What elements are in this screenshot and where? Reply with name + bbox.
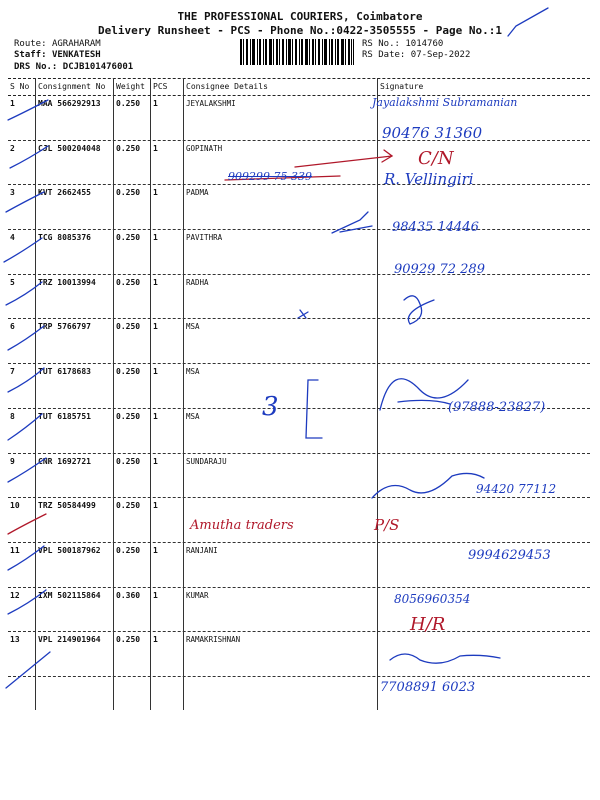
staff-line: Staff: VENKATESH [14,50,101,60]
row-consignment-no: TRZ 50584499 [38,501,96,511]
hw-name-row2: R. Vellingiri [384,170,474,188]
row-consignment-no: TUT 6178683 [38,367,91,377]
drs-value: DCJB101476001 [62,62,134,72]
row-consignee: GOPINATH [186,143,223,153]
row-pcs: 1 [153,277,158,287]
row-consignment-no: KVT 2662455 [38,188,91,198]
row-weight: 0.360 [116,590,141,600]
hw-count-row8: 3 [262,392,279,422]
hw-name-row10: Amutha traders [190,518,294,533]
row-weight: 0.250 [116,635,141,645]
row-sno: 7 [10,367,15,377]
row-pcs: 1 [153,188,158,198]
row-sno: 8 [10,411,15,421]
hw-struck-phone-row2: 909299 75 339 [228,170,312,183]
row-sno: 10 [10,501,20,511]
rs-date-value: 07-Sep-2022 [410,50,471,60]
row-consignment-no: TRP 5766797 [38,322,91,332]
row-weight: 0.250 [116,367,141,377]
col-consignment: Consignment No [38,82,106,91]
route-value: AGRAHARAM [51,39,101,49]
row-consignee: MSA [186,367,200,377]
row-pcs: 1 [153,635,158,645]
row-pcs: 1 [153,456,158,466]
row-consignment-no: TRZ 10013994 [38,277,96,287]
row-sno: 11 [10,545,20,555]
row-consignee: PAVITHRA [186,233,223,243]
row-sno: 5 [10,277,15,287]
hw-phone-row13: 7708891 6023 [380,680,476,695]
row-pcs: 1 [153,411,158,421]
company-title: THE PROFESSIONAL COURIERS, Coimbatore [177,10,423,23]
drs-line: DRS No.: DCJB101476001 [14,62,134,72]
row-sno: 3 [10,188,15,198]
route-line: Route: AGRAHARAM [14,39,101,49]
row-consignment-no: IXM 502115864 [38,590,101,600]
row-sno: 12 [10,590,20,600]
row-consignment-no: TUT 6185751 [38,411,91,421]
row-consignment-no: TCG 8085376 [38,233,91,243]
row-weight: 0.250 [116,143,141,153]
row-pcs: 1 [153,322,158,332]
row-sno: 6 [10,322,15,332]
hw-phone-row1: 90476 31360 [382,124,483,142]
staff-value: VENKATESH [51,50,101,60]
row-consignee: PADMA [186,188,209,198]
hw-phone-row9: 94420 77112 [476,482,557,496]
row-weight: 0.250 [116,99,141,108]
row-weight: 0.250 [116,411,141,421]
hw-phone-row3: 98435 14446 [392,220,479,235]
row-sno: 4 [10,233,15,243]
row-pcs: 1 [153,545,158,555]
row-consignee: JEYALAKSHMI [186,99,236,108]
col-signature: Signature [380,82,424,91]
row-weight: 0.250 [116,188,141,198]
row-consignee: MSA [186,411,200,421]
hw-signature-row1: Jayalakshmi Subramanian [372,96,518,109]
row-consignee: SUNDARAJU [186,456,227,466]
row-consignment-no: CNR 1692721 [38,456,91,466]
row-pcs: 1 [153,590,158,600]
row-weight: 0.250 [116,545,141,555]
row-consignee: RAMAKRISHNAN [186,635,241,645]
rs-no-value: 1014760 [405,39,444,49]
row-weight: 0.250 [116,322,141,332]
row-pcs: 1 [153,367,158,377]
row-sno: 13 [10,635,20,645]
col-weight: Weight [116,82,145,91]
row-sno: 1 [10,99,15,108]
hw-cln-row2: C/N [418,148,454,169]
row-consignee: MSA [186,322,200,332]
row-pcs: 1 [153,233,158,243]
hw-phone-row12: 8056960354 [394,592,471,606]
rs-date-line: RS Date: 07-Sep-2022 [362,50,471,60]
row-consignee: KUMAR [186,590,209,600]
row-pcs: 1 [153,143,158,153]
row-weight: 0.250 [116,456,141,466]
col-consignee: Consignee Details [186,82,268,91]
row-pcs: 1 [153,99,158,108]
hw-phone-row11: 9994629453 [468,548,551,563]
row-weight: 0.250 [116,277,141,287]
row-consignment-no: VPL 500187962 [38,545,101,555]
row-consignment-no: VPL 214901964 [38,635,101,645]
hw-phone-row8: (97888-23827) [448,400,546,415]
col-pcs: PCS [153,82,168,91]
row-weight: 0.250 [116,233,141,243]
runsheet-subtitle: Delivery Runsheet - PCS - Phone No.:0422-3505555 - Page No.:1 [98,24,502,37]
col-sno: S No [10,82,30,91]
row-consignee: RANJANI [186,545,218,555]
hw-phone-row4: 90929 72 289 [394,262,485,277]
row-sno: 2 [10,143,15,153]
row-consignment-no: MAA 566292913 [38,99,101,108]
row-weight: 0.250 [116,501,141,511]
hw-ps-row10: P/S [374,516,400,534]
row-consignment-no: CJL 500204048 [38,143,101,153]
row-sno: 9 [10,456,15,466]
rs-no-line: RS No.: 1014760 [362,39,444,49]
hw-hr-row12: H/R [410,614,446,635]
row-consignee: RADHA [186,277,209,287]
row-pcs: 1 [153,501,158,511]
